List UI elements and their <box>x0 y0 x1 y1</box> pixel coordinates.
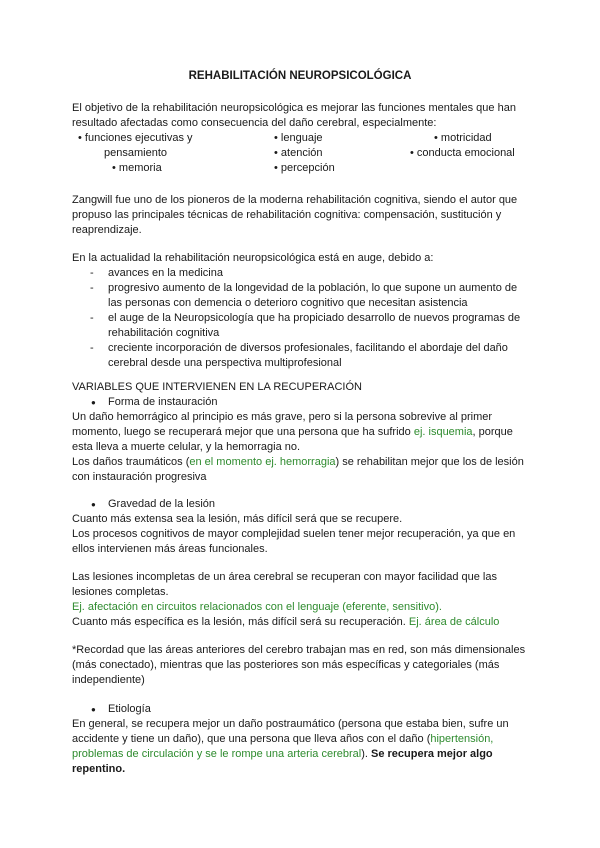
lesiones-paragraph: Las lesiones incompletas de un área cerebral se recuperan con mayor facilidad que las lesiones completas. <box>72 571 497 598</box>
function-item: • motricidad <box>434 132 492 144</box>
lesiones-example: Ej. afectación en circuitos relacionados con el lenguaje (eferente, sensitivo). <box>72 601 442 613</box>
example-calculo: Ej. área de cálculo <box>408 616 500 628</box>
intro-paragraph: El objetivo de la rehabilitación neuropsicológica es mejorar las funciones mentales que han resultado afectadas como consecuencia del daño cerebral, especialmente: <box>72 102 516 129</box>
auge-item: - creciente incorporación de diversos profesionales, facilitando el abordaje del daño cerebral desde una perspectiva multiprofesional <box>72 341 532 371</box>
auge-lead: En la actualidad la rehabilitación neuropsicológica está en auge, debido a: <box>72 252 434 264</box>
zangwill-paragraph: Zangwill fue uno de los pioneros de la moderna rehabilitación cognitiva, siendo el autor que propuso las principales técnicas de rehabilitación cognitiva: compensación, sustitución y reaprendizaje. <box>72 194 518 236</box>
function-item: • lenguaje <box>274 132 323 144</box>
lesiones-section <box>72 570 532 630</box>
auge-item: - progresivo aumento de la longevidad de la población, lo que supone un aumento de las personas con demencia o deterioro cognitivo que necesitan asistencia <box>72 281 532 311</box>
gravedad-paragraph-2: Los procesos cognitivos de mayor complejidad suelen tener mejor recuperación, ya que en ellos intervienen más áreas funcionales. <box>72 528 516 555</box>
example-hipertension: hipertensión, problemas de circulación y se le rompe una arteria cerebral <box>72 733 494 760</box>
gravedad-heading: ● Gravedad de la lesión <box>72 497 532 512</box>
note-paragraph: *Recordad que las áreas anteriores del cerebro trabajan mas en red, son más dimensionales (más conectado), mientras que las posteriores son más específicas y categoriales (más independiente) <box>72 644 526 686</box>
example-isquemia: ej. isquemia <box>413 426 473 438</box>
gravedad-paragraph-1: Cuanto más extensa sea la lesión, más difícil será que se recupere. <box>72 513 403 525</box>
etiologia-paragraph: En general, se recupera mejor un daño postraumático (persona que estaba bien, sufre un accidente y tiene un daño), que una persona que lleva años con el daño (hipertensión, problemas de circulación y se le rompe una arteria cerebral). Se recupera mejor algo repentino. <box>72 718 509 775</box>
forma-heading: ● Forma de instauración <box>72 395 532 410</box>
etiologia-conclusion: Se recupera mejor algo repentino. <box>72 748 493 775</box>
auge-item: - avances en la medicina <box>72 266 532 281</box>
page-title: REHABILITACIÓN NEUROPSICOLÓGICA <box>188 70 412 82</box>
etiologia-section <box>72 702 532 777</box>
function-item: • conducta emocional <box>410 147 515 159</box>
auge-section <box>72 251 532 371</box>
forma-paragraph-2: Los daños traumáticos (en el momento ej. hemorragia) se rehabilitan mejor que los de lesión con instauración progresiva <box>72 456 524 483</box>
auge-list <box>72 266 532 371</box>
etiologia-heading: ● Etiología <box>72 702 532 717</box>
gravedad-section <box>72 497 532 557</box>
function-item: • funciones ejecutivas y <box>78 132 193 144</box>
forma-paragraph-1: Un daño hemorrágico al principio es más grave, pero si la persona sobrevive al primer momento, luego se recuperará mejor que una persona que ha sufrido ej. isquemia, porque esta lleva a muerte celular, y la hemorragia no. <box>72 411 513 453</box>
function-item: pensamiento <box>104 147 167 159</box>
variables-section <box>72 380 532 485</box>
especifica-paragraph: Cuanto más específica es la lesión, más difícil será su recuperación. Ej. área de cálculo <box>72 616 500 628</box>
functions-list <box>72 131 532 179</box>
variables-heading: VARIABLES QUE INTERVIENEN EN LA RECUPERACIÓN <box>72 381 362 393</box>
example-hemorragia: en el momento ej. hemorragia <box>189 456 336 468</box>
function-item: • atención <box>274 147 323 159</box>
function-item: • memoria <box>112 162 162 174</box>
function-item: • percepción <box>274 162 335 174</box>
auge-item: - el auge de la Neuropsicología que ha propiciado desarrollo de nuevos programas de rehabilitación cognitiva <box>72 311 532 341</box>
